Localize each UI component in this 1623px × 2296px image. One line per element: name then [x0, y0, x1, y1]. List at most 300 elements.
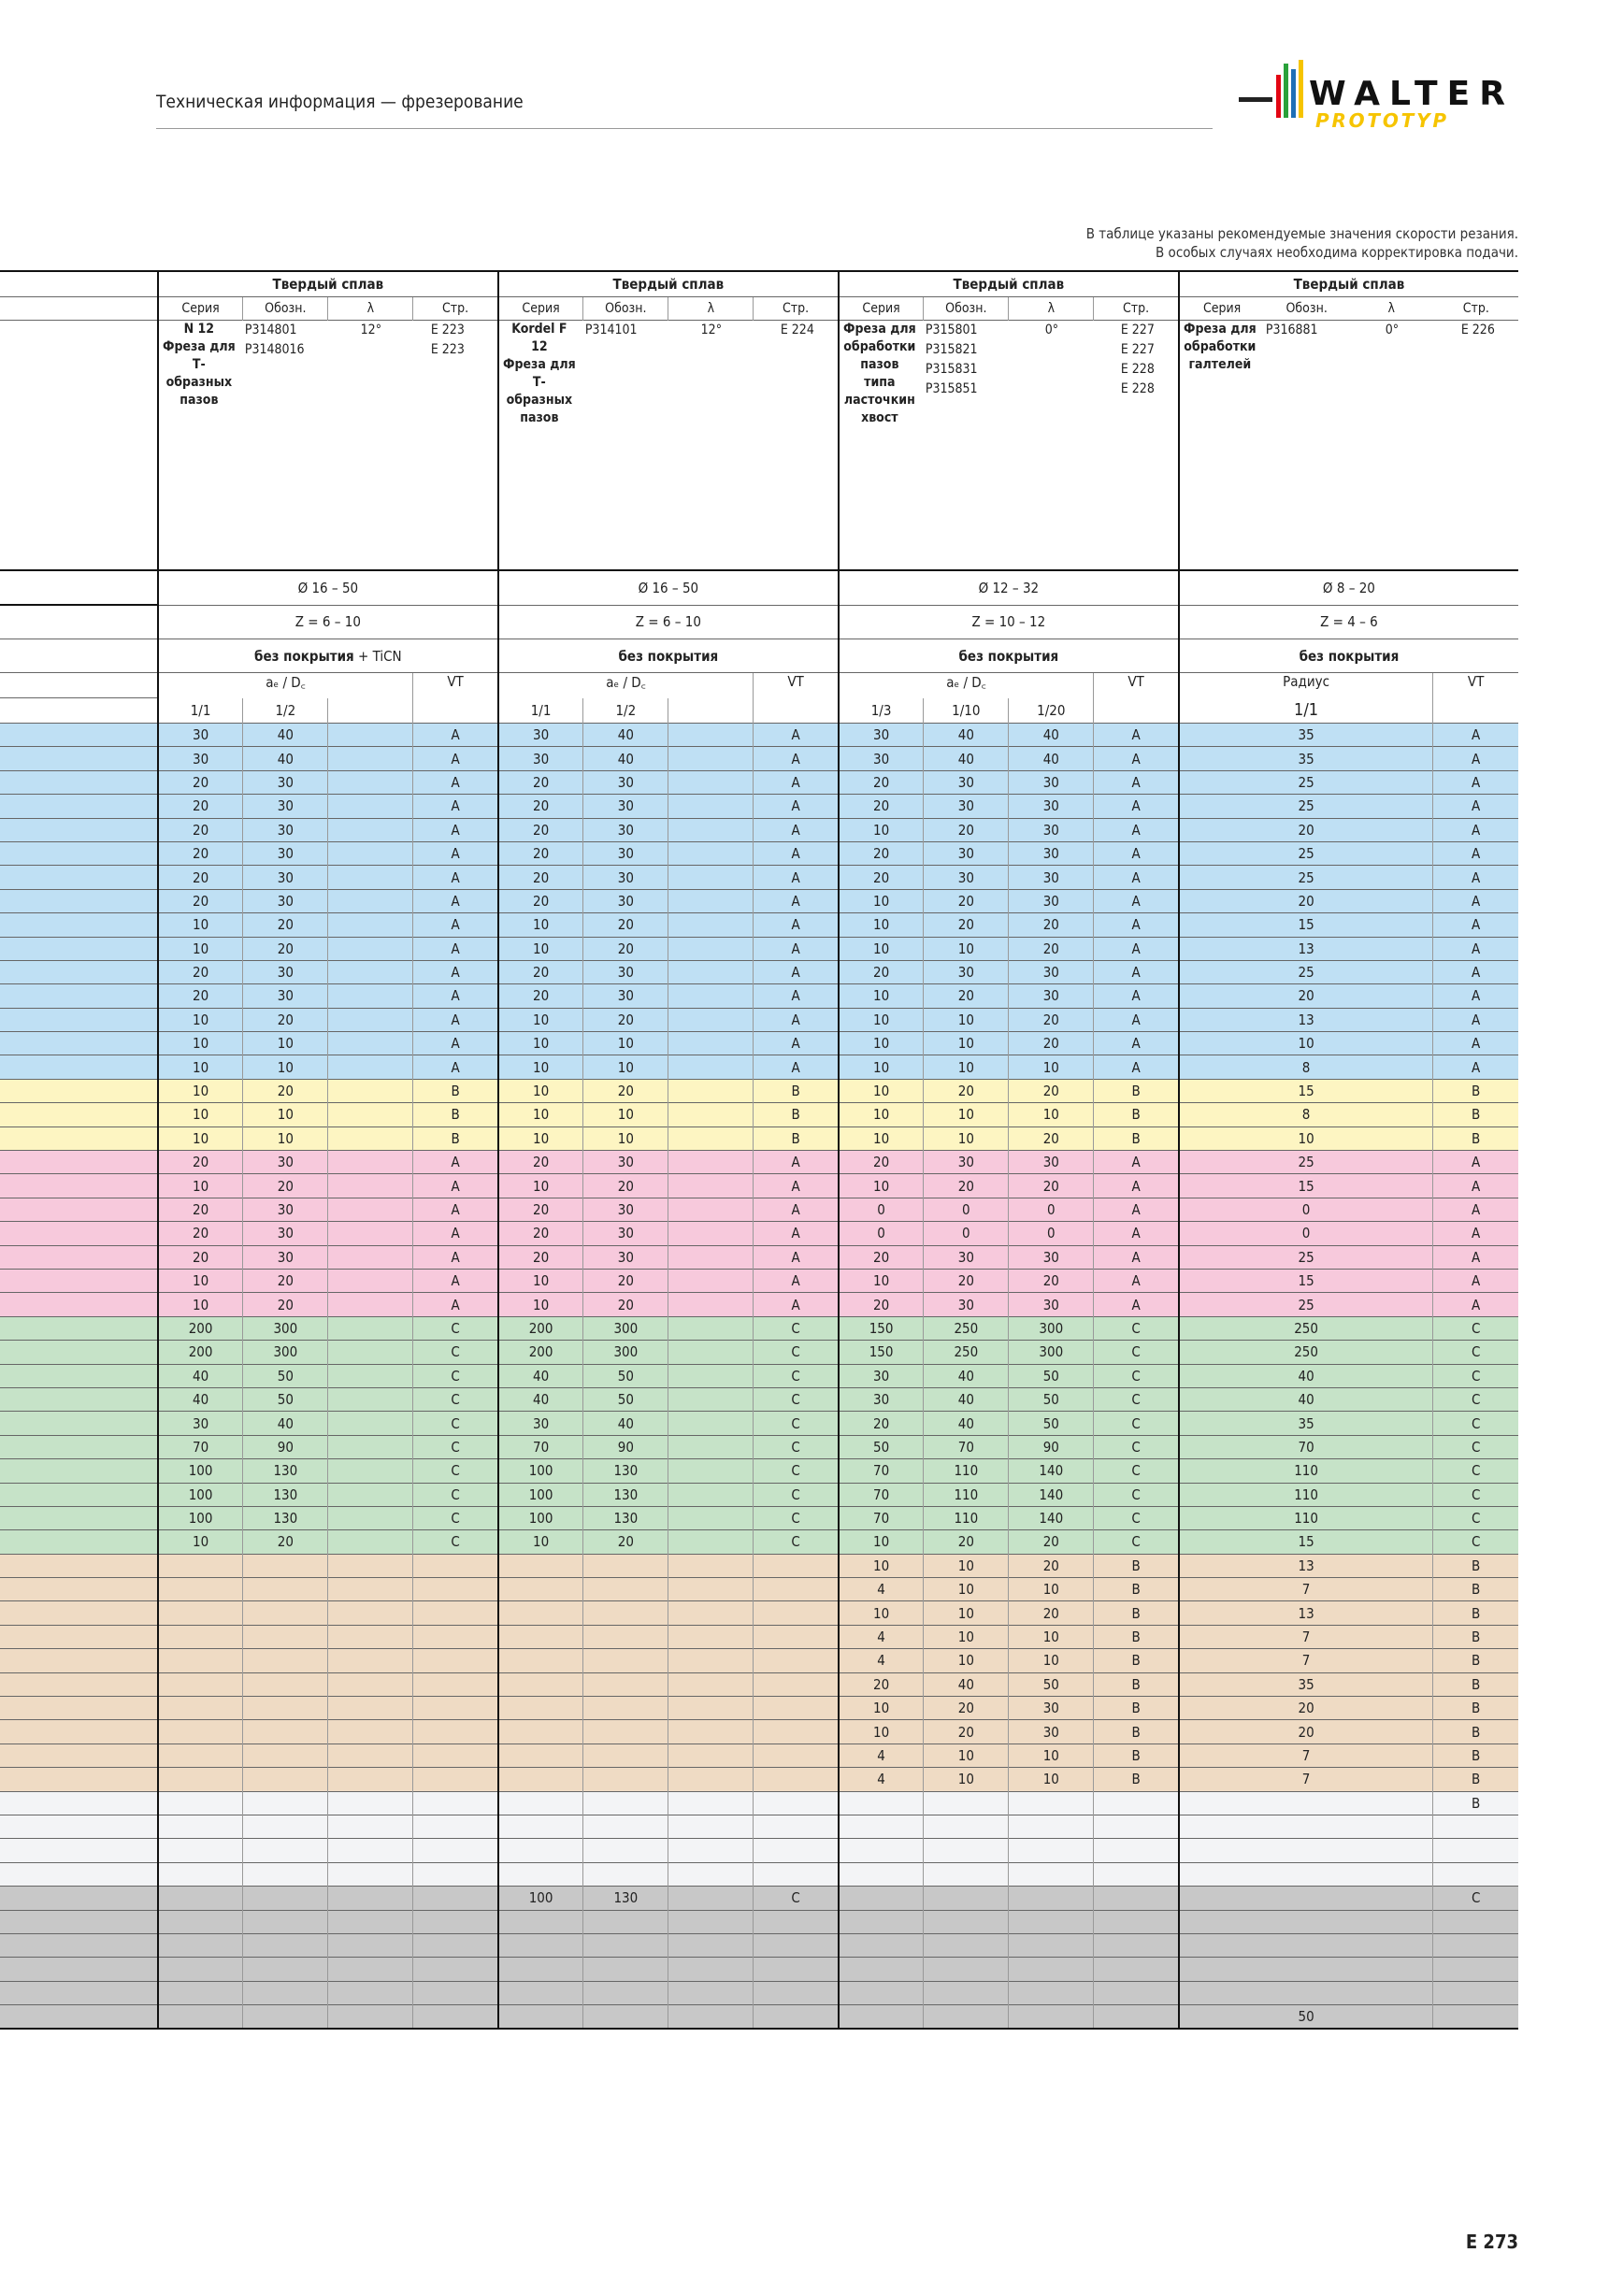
speed-cell	[1009, 1910, 1094, 1933]
logo-stripe-blue	[1291, 69, 1296, 118]
speed-cell: 300	[583, 1316, 668, 1340]
vt-cell: B	[413, 1079, 498, 1102]
speed-cell: 10	[924, 1625, 1009, 1648]
speed-cell	[158, 1625, 243, 1648]
speed-cell	[158, 1768, 243, 1791]
speed-cell: 30	[1009, 960, 1094, 983]
speed-cell	[328, 913, 413, 937]
speed-cell	[839, 2005, 924, 2030]
group-title: Твердый сплав	[1179, 271, 1518, 297]
speed-cell	[668, 1222, 754, 1245]
speed-cell: 25	[1179, 1245, 1433, 1269]
speed-cell	[1009, 1981, 1094, 2004]
speed-cell	[498, 1933, 583, 1957]
table-row	[0, 1387, 1518, 1411]
table-row	[0, 1316, 1518, 1340]
speed-cell: 30	[498, 724, 583, 747]
speed-cell	[158, 2005, 243, 2030]
table-row	[0, 1862, 1518, 1886]
speed-cell	[668, 1768, 754, 1791]
vt-cell	[754, 1815, 839, 1838]
speed-cell	[668, 1387, 754, 1411]
table-row	[0, 1222, 1518, 1245]
speed-cell	[328, 1791, 413, 1815]
speed-cell	[328, 1672, 413, 1696]
speed-cell: 10	[839, 984, 924, 1008]
speed-cell: 130	[583, 1887, 668, 1910]
sub-header: Стр.	[1094, 297, 1179, 321]
vt-cell: A	[1433, 937, 1518, 960]
speed-cell	[924, 1958, 1009, 1981]
vt-cell: B	[1433, 1103, 1518, 1126]
speed-cell	[328, 1506, 413, 1529]
speed-cell: 20	[158, 1198, 243, 1221]
vt-cell: C	[1094, 1341, 1179, 1364]
vt-cell	[754, 1839, 839, 1862]
vt-label: VT	[1094, 673, 1179, 698]
teeth-count: Z = 10 – 12	[839, 605, 1179, 639]
blank-cell	[754, 698, 839, 724]
material-cell	[0, 1601, 158, 1625]
speed-cell	[583, 1601, 668, 1625]
speed-cell: 10	[498, 913, 583, 937]
material-cell	[0, 747, 158, 770]
speed-cell: 250	[1179, 1341, 1433, 1364]
speed-cell: 30	[158, 747, 243, 770]
speed-cell	[583, 1625, 668, 1648]
speed-cell: 20	[1009, 1008, 1094, 1031]
speed-cell: 20	[158, 818, 243, 841]
vt-cell: A	[413, 818, 498, 841]
speed-cell	[243, 1958, 328, 1981]
speed-cell	[583, 1697, 668, 1720]
speed-cell	[328, 1293, 413, 1316]
speed-cell: 20	[839, 1293, 924, 1316]
table-row	[0, 1174, 1518, 1198]
vt-cell	[413, 1697, 498, 1720]
speed-cell: 25	[1179, 960, 1433, 983]
vt-cell	[1433, 1862, 1518, 1886]
tool-lambda: 0°	[1044, 323, 1058, 337]
speed-cell	[328, 1198, 413, 1221]
speed-cell	[328, 1958, 413, 1981]
speed-cell: 30	[839, 1364, 924, 1387]
speed-cell	[1179, 1862, 1433, 1886]
logo-bar	[1239, 97, 1272, 102]
table-row	[0, 1341, 1518, 1364]
speed-cell: 20	[1009, 1554, 1094, 1577]
header-row	[0, 605, 1518, 639]
coating: без покрытия + TiCN	[158, 639, 498, 673]
coating: без покрытия	[498, 639, 839, 673]
vt-cell: C	[1433, 1387, 1518, 1411]
speed-cell	[583, 1744, 668, 1767]
speed-cell: 20	[498, 960, 583, 983]
vt-cell: B	[1433, 1720, 1518, 1744]
speed-cell: 0	[839, 1222, 924, 1245]
speed-cell: 20	[1009, 1032, 1094, 1055]
vt-cell: B	[1094, 1079, 1179, 1102]
speed-cell	[583, 1554, 668, 1577]
speed-cell: 30	[583, 866, 668, 889]
speed-cell	[498, 1768, 583, 1791]
speed-cell: 30	[243, 1245, 328, 1269]
vt-cell: B	[1433, 1791, 1518, 1815]
speed-cell	[328, 1316, 413, 1340]
speed-cell: 7	[1179, 1649, 1433, 1672]
vt-cell: A	[754, 1032, 839, 1055]
speed-cell	[668, 1269, 754, 1292]
group-title: Твердый сплав	[498, 271, 839, 297]
table-row	[0, 1744, 1518, 1767]
speed-cell: 20	[243, 1269, 328, 1292]
speed-cell: 10	[243, 1032, 328, 1055]
vt-cell: C	[1433, 1316, 1518, 1340]
vt-cell	[754, 1744, 839, 1767]
page-header-title: Техническая информация — фрезерование	[156, 92, 524, 112]
table-row	[0, 1079, 1518, 1102]
vt-cell	[754, 1933, 839, 1957]
vt-cell: A	[1433, 747, 1518, 770]
speed-cell: 250	[924, 1316, 1009, 1340]
table-row	[0, 1649, 1518, 1672]
speed-cell	[668, 724, 754, 747]
speed-cell	[498, 1839, 583, 1862]
speed-cell: 10	[583, 1126, 668, 1150]
vt-cell	[1094, 1910, 1179, 1933]
vt-cell: A	[1433, 1032, 1518, 1055]
vt-cell: A	[754, 724, 839, 747]
speed-cell	[668, 1293, 754, 1316]
speed-cell: 30	[158, 724, 243, 747]
speed-cell: 10	[583, 1032, 668, 1055]
speed-cell	[328, 1839, 413, 1862]
vt-cell	[1094, 1981, 1179, 2004]
vt-cell: A	[754, 818, 839, 841]
vt-cell: B	[1094, 1578, 1179, 1601]
header-row	[0, 639, 1518, 673]
speed-cell: 0	[1179, 1198, 1433, 1221]
vt-cell: A	[413, 866, 498, 889]
speed-cell: 4	[839, 1768, 924, 1791]
speed-cell: 40	[243, 747, 328, 770]
speed-cell: 30	[583, 795, 668, 818]
speed-cell	[1179, 1887, 1433, 1910]
speed-cell	[243, 1933, 328, 1957]
speed-cell: 10	[839, 818, 924, 841]
tool-codes: P314101	[584, 323, 638, 337]
material-cell	[0, 1459, 158, 1483]
speed-cell	[668, 1483, 754, 1506]
speed-cell: 30	[243, 818, 328, 841]
vt-cell: A	[1094, 795, 1179, 818]
vt-cell: C	[754, 1364, 839, 1387]
vt-cell	[754, 1720, 839, 1744]
material-cell	[0, 866, 158, 889]
speed-cell	[498, 1697, 583, 1720]
vt-cell: A	[413, 889, 498, 912]
speed-cell	[668, 1459, 754, 1483]
speed-cell: 30	[839, 747, 924, 770]
speed-cell	[668, 841, 754, 865]
table-row	[0, 1506, 1518, 1529]
speed-cell: 10	[583, 1103, 668, 1126]
speed-cell	[668, 1341, 754, 1364]
speed-cell: 30	[1009, 984, 1094, 1008]
speed-cell	[158, 1672, 243, 1696]
vt-cell: A	[1094, 960, 1179, 983]
table-row	[0, 770, 1518, 794]
speed-cell: 10	[924, 937, 1009, 960]
speed-cell: 90	[583, 1435, 668, 1458]
speed-cell: 30	[243, 1198, 328, 1221]
speed-cell: 50	[583, 1387, 668, 1411]
vt-cell: A	[1094, 1245, 1179, 1269]
vt-cell: B	[1433, 1079, 1518, 1102]
speed-cell	[583, 1862, 668, 1886]
table-header	[0, 271, 1518, 724]
speed-cell: 10	[924, 1103, 1009, 1126]
speed-cell	[1009, 1839, 1094, 1862]
vt-label: VT	[1433, 673, 1518, 698]
speed-cell: 50	[1009, 1387, 1094, 1411]
speed-cell: 50	[1009, 1412, 1094, 1435]
speed-cell	[328, 1079, 413, 1102]
table-row	[0, 724, 1518, 747]
speed-cell: 35	[1179, 1412, 1433, 1435]
speed-cell: 30	[583, 1198, 668, 1221]
speed-cell: 20	[1009, 1530, 1094, 1554]
speed-cell	[668, 1316, 754, 1340]
speed-cell	[328, 770, 413, 794]
speed-cell: 30	[924, 1245, 1009, 1269]
vt-cell: C	[1094, 1483, 1179, 1506]
ratio-label	[668, 698, 754, 724]
speed-cell	[668, 1055, 754, 1079]
vt-cell: C	[754, 1483, 839, 1506]
header-row	[0, 673, 1518, 698]
speed-cell: 110	[924, 1459, 1009, 1483]
table-row	[0, 1530, 1518, 1554]
vt-cell: B	[754, 1126, 839, 1150]
material-cell	[0, 937, 158, 960]
material-cell	[0, 1198, 158, 1221]
speed-cell	[328, 1578, 413, 1601]
header-row	[0, 321, 1518, 571]
speed-cell: 30	[924, 770, 1009, 794]
speed-cell: 20	[498, 1222, 583, 1245]
vt-cell: A	[1433, 1008, 1518, 1031]
speed-cell: 8	[1179, 1055, 1433, 1079]
speed-cell	[158, 1554, 243, 1577]
vt-cell: B	[1094, 1554, 1179, 1577]
speed-cell: 10	[1009, 1103, 1094, 1126]
vt-cell: A	[1433, 1245, 1518, 1269]
table-row	[0, 1126, 1518, 1150]
table-row	[0, 960, 1518, 983]
speed-cell	[583, 1578, 668, 1601]
speed-cell: 30	[1009, 818, 1094, 841]
coating-extra: + TiCN	[353, 647, 402, 665]
vt-cell: A	[1094, 1151, 1179, 1174]
vt-cell	[1433, 1910, 1518, 1933]
tool-lambda: 0°	[1385, 323, 1399, 337]
speed-cell: 20	[1009, 1601, 1094, 1625]
speed-cell: 10	[839, 1720, 924, 1744]
vt-cell	[1094, 1933, 1179, 1957]
speed-cell: 40	[1179, 1387, 1433, 1411]
speed-cell	[328, 818, 413, 841]
speed-cell: 10	[498, 1530, 583, 1554]
speed-cell	[668, 1791, 754, 1815]
blank-cell	[0, 698, 158, 724]
vt-cell: B	[1094, 1625, 1179, 1648]
vt-cell: A	[1433, 960, 1518, 983]
vt-cell: B	[1433, 1554, 1518, 1577]
speed-cell: 20	[1009, 1269, 1094, 1292]
vt-cell: B	[1433, 1578, 1518, 1601]
speed-cell	[498, 1649, 583, 1672]
vt-cell: A	[1433, 795, 1518, 818]
vt-cell: A	[1433, 984, 1518, 1008]
speed-cell	[328, 1435, 413, 1458]
vt-cell: A	[1094, 1293, 1179, 1316]
speed-cell: 40	[158, 1387, 243, 1411]
speed-cell: 10	[158, 937, 243, 960]
tool-pages: E 223 E 223	[430, 323, 465, 357]
speed-cell: 30	[583, 841, 668, 865]
material-cell	[0, 1862, 158, 1886]
vt-cell	[1094, 2005, 1179, 2030]
speed-cell: 20	[583, 913, 668, 937]
sub-header: λ	[668, 297, 754, 321]
speed-cell	[668, 1008, 754, 1031]
speed-cell: 10	[498, 1269, 583, 1292]
vt-cell: B	[1433, 1126, 1518, 1150]
vt-cell	[754, 1697, 839, 1720]
ratio-label: 1/2	[243, 698, 328, 724]
speed-cell: 10	[924, 1055, 1009, 1079]
material-cell	[0, 1387, 158, 1411]
speed-cell	[328, 1625, 413, 1648]
table-row	[0, 1672, 1518, 1696]
vt-cell: B	[1094, 1697, 1179, 1720]
speed-cell: 10	[839, 1103, 924, 1126]
sub-header: Стр.	[1462, 301, 1489, 316]
material-cell	[0, 1341, 158, 1364]
vt-cell: B	[1433, 1672, 1518, 1696]
speed-cell	[328, 1222, 413, 1245]
speed-cell: 25	[1179, 1293, 1433, 1316]
speed-cell	[328, 724, 413, 747]
speed-cell: 30	[243, 960, 328, 983]
speed-cell	[243, 1791, 328, 1815]
speed-cell: 10	[839, 913, 924, 937]
speed-cell: 10	[924, 1744, 1009, 1767]
speed-cell	[583, 1815, 668, 1838]
speed-cell: 40	[1009, 724, 1094, 747]
vt-cell	[413, 1554, 498, 1577]
speed-cell: 10	[839, 1530, 924, 1554]
material-cell	[0, 1055, 158, 1079]
walter-prototyp-logo	[1239, 60, 1519, 135]
speed-cell	[1009, 1958, 1094, 1981]
material-cell	[0, 889, 158, 912]
speed-cell	[328, 1744, 413, 1767]
material-cell	[0, 1697, 158, 1720]
header-row	[0, 698, 1518, 724]
speed-cell: 70	[839, 1506, 924, 1529]
sub-header: Стр.	[754, 297, 839, 321]
speed-cell	[668, 984, 754, 1008]
speed-cell	[328, 1387, 413, 1411]
speed-cell: 30	[924, 1293, 1009, 1316]
speed-cell	[243, 1768, 328, 1791]
vt-cell	[413, 1839, 498, 1862]
coating: без покрытия	[839, 639, 1179, 673]
material-cell	[0, 1316, 158, 1340]
material-cell	[0, 1910, 158, 1933]
material-cell	[0, 984, 158, 1008]
speed-cell: 50	[839, 1435, 924, 1458]
speed-cell: 70	[839, 1483, 924, 1506]
table-row	[0, 1412, 1518, 1435]
vt-cell: A	[413, 724, 498, 747]
speed-cell: 20	[158, 889, 243, 912]
speed-cell	[498, 1578, 583, 1601]
speed-cell: 30	[243, 795, 328, 818]
vt-cell: C	[754, 1316, 839, 1340]
speed-cell: 10	[498, 1032, 583, 1055]
speed-cell	[158, 1649, 243, 1672]
speed-cell: 70	[1179, 1435, 1433, 1458]
speed-cell	[328, 1649, 413, 1672]
vt-cell	[1433, 1958, 1518, 1981]
speed-cell: 20	[583, 1269, 668, 1292]
material-cell	[0, 1744, 158, 1767]
material-cell	[0, 913, 158, 937]
speed-cell: 40	[583, 1412, 668, 1435]
tool-lambda: 12°	[360, 323, 381, 337]
speed-cell: 100	[158, 1459, 243, 1483]
speed-cell: 10	[924, 1554, 1009, 1577]
speed-cell: 10	[158, 1293, 243, 1316]
vt-cell: A	[413, 841, 498, 865]
speed-cell: 10	[839, 1554, 924, 1577]
vt-cell: B	[1094, 1601, 1179, 1625]
table-row	[0, 1435, 1518, 1458]
speed-cell	[583, 1910, 668, 1933]
speed-cell: 150	[839, 1341, 924, 1364]
vt-cell: A	[754, 1055, 839, 1079]
sub-header: Обозн.	[924, 297, 1009, 321]
vt-cell	[1094, 1839, 1179, 1862]
speed-cell: 30	[1009, 770, 1094, 794]
speed-cell	[668, 770, 754, 794]
vt-cell	[413, 1578, 498, 1601]
speed-cell: 200	[158, 1341, 243, 1364]
speed-cell	[1179, 1839, 1433, 1862]
speed-cell	[583, 1768, 668, 1791]
speed-cell: 300	[243, 1341, 328, 1364]
speed-cell: 10	[1009, 1055, 1094, 1079]
vt-cell	[754, 1649, 839, 1672]
speed-cell: 250	[1179, 1316, 1433, 1340]
speed-cell: 100	[158, 1506, 243, 1529]
speed-cell: 200	[498, 1316, 583, 1340]
speed-cell	[328, 1032, 413, 1055]
speed-cell	[583, 2005, 668, 2030]
